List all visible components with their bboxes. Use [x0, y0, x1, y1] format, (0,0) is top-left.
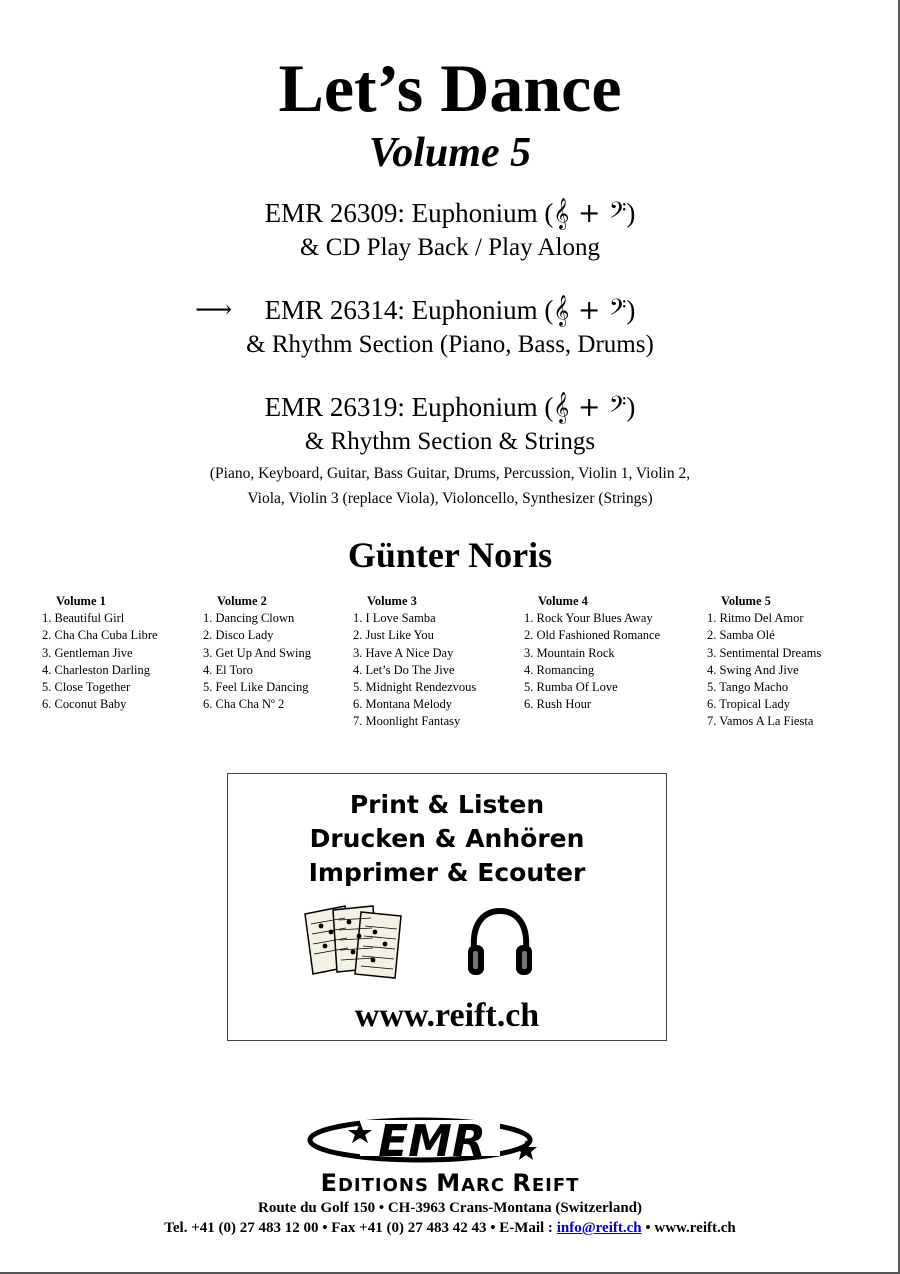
- composer-name: Günter Noris: [347, 535, 553, 575]
- edition-description: & Rhythm Section (Piano, Bass, Drums): [246, 331, 654, 358]
- volume-3-column: [353, 593, 476, 731]
- promo-line-en: Print & Listen: [349, 790, 545, 819]
- page-title: Let’s Dance: [278, 50, 622, 126]
- edition-description: & CD Play Back / Play Along: [300, 234, 600, 261]
- volume-track-lists: [0, 593, 900, 743]
- email-link[interactable]: info@reift.ch: [556, 1220, 642, 1236]
- publisher-word: EIFT: [531, 1175, 580, 1196]
- list-item: 7. Vamos A La Fiesta: [707, 714, 814, 729]
- logo-text: EMR: [378, 1116, 486, 1167]
- headphones-icon: [464, 905, 536, 981]
- list-item: 1. I Love Samba: [353, 611, 436, 626]
- list-item: 5. Feel Like Dancing: [203, 680, 309, 695]
- list-item: 4. Romancing: [524, 662, 595, 677]
- clef-icons: 𝄞 + 𝄢: [553, 392, 627, 423]
- page-subtitle: Volume 5: [368, 130, 532, 176]
- promo-line-fr: Imprimer & Ecouter: [308, 858, 586, 887]
- list-item: 6. Coconut Baby: [42, 697, 127, 712]
- list-item: 2. Just Like You: [353, 628, 434, 643]
- promo-text: [228, 788, 666, 890]
- list-item: 5. Midnight Rendezvous: [353, 680, 477, 695]
- publisher-initial: M: [436, 1169, 462, 1197]
- instrument-list: [0, 461, 900, 511]
- list-item: 6. Cha Cha Nº 2: [203, 697, 285, 712]
- instrument-list-line: Viola, Violin 3 (replace Viola), Violoncello, Synthesizer (Strings): [247, 490, 653, 507]
- list-item: 4. Let’s Do The Jive: [353, 662, 455, 677]
- volume-1-column: [42, 593, 158, 713]
- list-item: 1. Dancing Clown: [203, 611, 295, 626]
- edition-close: ): [626, 198, 636, 228]
- contact-website: • www.reift.ch: [641, 1220, 736, 1236]
- volume-heading: Volume 1: [56, 594, 106, 608]
- volume-2-column: [203, 593, 311, 713]
- sheet-music-icon: [301, 902, 411, 982]
- publisher-contact: [0, 1218, 900, 1238]
- list-item: 3. Gentleman Jive: [42, 645, 133, 660]
- promo-line-de: Drucken & Anhören: [309, 824, 585, 853]
- volume-heading: Volume 2: [217, 594, 267, 608]
- arrow-right-icon: ⟶: [195, 295, 233, 324]
- edition-26309: [0, 196, 900, 265]
- edition-code: EMR 26319: Euphonium (: [264, 392, 554, 422]
- publisher-name: [0, 1168, 900, 1201]
- list-item: 5. Rumba Of Love: [524, 680, 618, 695]
- publisher-word: ARC: [461, 1175, 513, 1196]
- list-item: 1. Beautiful Girl: [42, 611, 125, 626]
- publisher-initial: E: [320, 1169, 338, 1197]
- edition-close: ): [626, 392, 636, 422]
- list-item: 3. Get Up And Swing: [203, 645, 311, 660]
- contact-phone-fax: Tel. +41 (0) 27 483 12 00 • Fax +41 (0) 27 483 42 43 • E-Mail :: [164, 1220, 557, 1236]
- list-item: 3. Have A Nice Day: [353, 645, 454, 660]
- edition-code: EMR 26309: Euphonium (: [264, 198, 554, 228]
- print-listen-box: [227, 773, 667, 1041]
- list-item: 4. Charleston Darling: [42, 662, 150, 677]
- edition-26314: [0, 293, 900, 362]
- list-item: 2. Old Fashioned Romance: [524, 628, 661, 643]
- volume-5-column: [707, 593, 821, 731]
- list-item: 7. Moonlight Fantasy: [353, 714, 461, 729]
- publisher-initial: R: [512, 1169, 532, 1197]
- emr-logo: [300, 1110, 600, 1168]
- list-item: 3. Mountain Rock: [524, 645, 615, 660]
- list-item: 6. Tropical Lady: [707, 697, 790, 712]
- list-item: 2. Samba Olé: [707, 628, 775, 643]
- edition-description: & Rhythm Section & Strings: [304, 428, 596, 455]
- promo-website[interactable]: www.reift.ch: [354, 997, 540, 1034]
- list-item: 4. El Toro: [203, 662, 253, 677]
- list-item: 1. Rock Your Blues Away: [524, 611, 653, 626]
- list-item: 5. Tango Macho: [707, 680, 789, 695]
- edition-code: EMR 26314: Euphonium (: [264, 295, 554, 325]
- instrument-list-line: (Piano, Keyboard, Guitar, Bass Guitar, Drums, Percussion, Violin 1, Violin 2,: [209, 465, 691, 482]
- list-item: 4. Swing And Jive: [707, 662, 799, 677]
- volume-heading: Volume 4: [538, 594, 588, 608]
- publisher-word: DITIONS: [337, 1175, 437, 1196]
- list-item: 3. Sentimental Dreams: [707, 645, 822, 660]
- volume-heading: Volume 3: [367, 594, 417, 608]
- publisher-address: Route du Golf 150 • CH-3963 Crans-Montana (Switzerland): [258, 1200, 642, 1216]
- volume-heading: Volume 5: [721, 594, 771, 608]
- clef-icons: 𝄞 + 𝄢: [553, 198, 627, 229]
- list-item: 2. Cha Cha Cuba Libre: [42, 628, 158, 643]
- volume-4-column: [524, 593, 660, 713]
- list-item: 6. Rush Hour: [524, 697, 592, 712]
- edition-26319: [0, 390, 900, 459]
- list-item: 1. Ritmo Del Amor: [707, 611, 804, 626]
- list-item: 5. Close Together: [42, 680, 131, 695]
- list-item: 6. Montana Melody: [353, 697, 452, 712]
- clef-icons: 𝄞 + 𝄢: [553, 295, 627, 326]
- edition-close: ): [626, 295, 636, 325]
- list-item: 2. Disco Lady: [203, 628, 274, 643]
